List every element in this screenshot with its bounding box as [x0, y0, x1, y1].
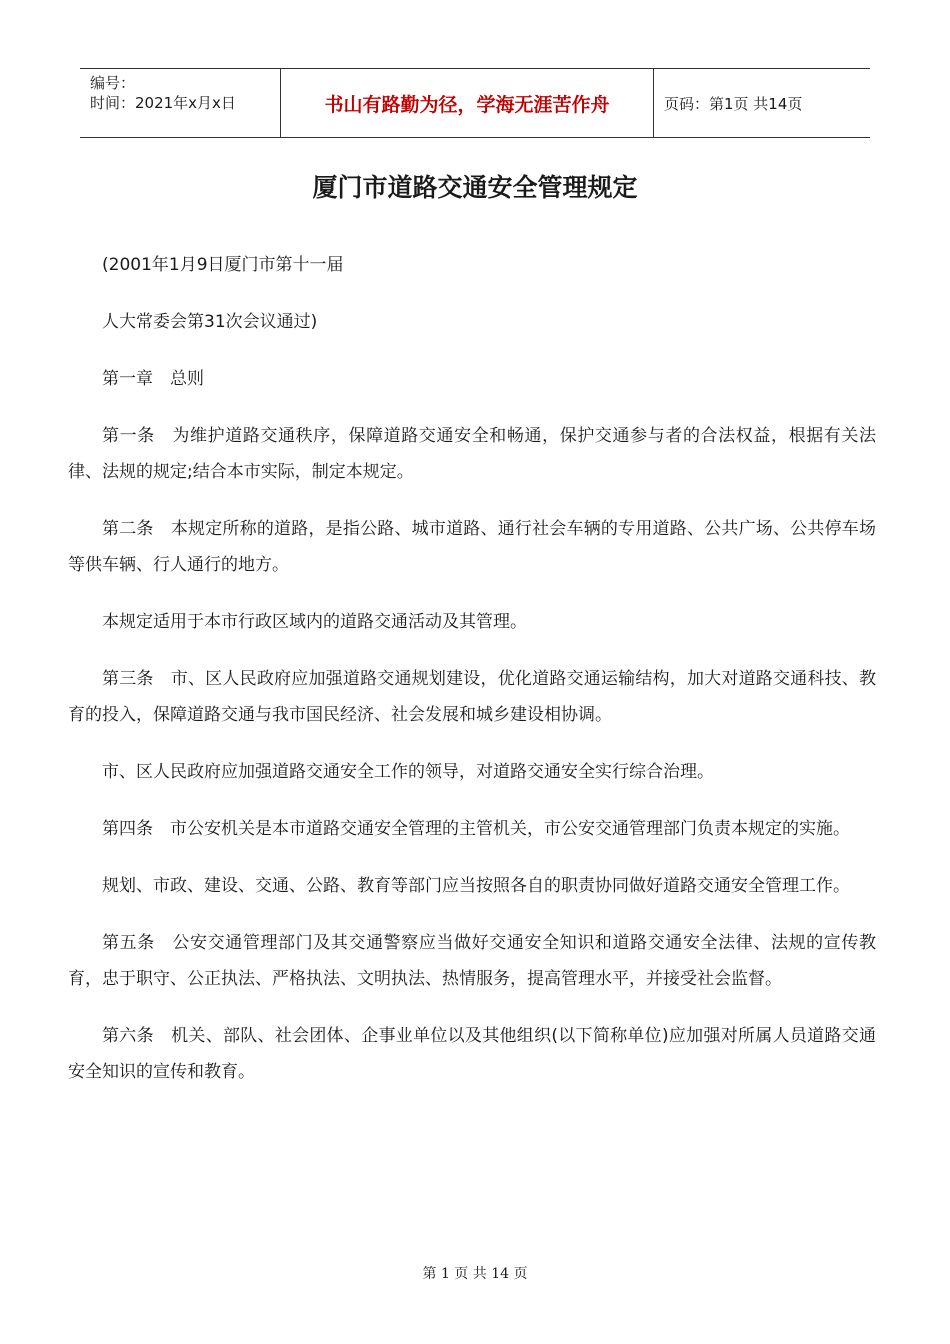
- document-title: 厦门市道路交通安全管理规定: [312, 173, 638, 202]
- motto: 书山有路勤为径，学海无涯苦作舟: [280, 69, 654, 137]
- paragraph: (2001年1月9日厦门市第十一届: [102, 255, 344, 275]
- paragraph: 第一条 为维护道路交通秩序，保障道路交通安全和畅通，保护交通参与者的合法权益，根据有关法律、法规的规定;结合本市实际，制定本规定。: [68, 426, 876, 482]
- page-footer: 第 1 页 共 14 页: [422, 1266, 528, 1282]
- paragraph: 第五条 公安交通管理部门及其交通警察应当做好交通安全知识和道路交通安全法律、法规的宣传教育，忠于职守、公正执法、严格执法、文明执法、热情服务，提高管理水平，并接受社会监督。: [68, 933, 876, 989]
- time-label: 时间：2021年x月x日: [90, 94, 236, 112]
- paragraph: 第三条 市、区人民政府应加强道路交通规划建设，优化道路交通运输结构，加大对道路交通科技、教育的投入，保障道路交通与我市国民经济、社会发展和城乡建设相协调。: [68, 669, 876, 725]
- serial-number-label: 编号：: [90, 74, 136, 92]
- page-header: [80, 68, 870, 138]
- paragraph: 第四条 市公安机关是本市道路交通安全管理的主管机关，市公安交通管理部门负责本规定的实施。: [102, 819, 850, 839]
- header-meta: [80, 69, 280, 137]
- paragraph: 市、区人民政府应加强道路交通安全工作的领导，对道路交通安全实行综合治理。: [102, 762, 714, 782]
- paragraph: 本规定适用于本市行政区域内的道路交通活动及其管理。: [102, 612, 527, 632]
- document-body: [68, 247, 876, 1111]
- chapter-heading: 第一章 总则: [102, 369, 204, 389]
- paragraph: 人大常委会第31次会议通过): [102, 312, 318, 332]
- paragraph: 第二条 本规定所称的道路，是指公路、城市道路、通行社会车辆的专用道路、公共广场、公共停车场等供车辆、行人通行的地方。: [68, 519, 876, 575]
- paragraph: 第六条 机关、部队、社会团体、企事业单位以及其他组织(以下简称单位)应加强对所属人员道路交通安全知识的宣传和教育。: [68, 1026, 876, 1082]
- paragraph: 规划、市政、建设、交通、公路、教育等部门应当按照各自的职责协同做好道路交通安全管理工作。: [102, 876, 850, 896]
- page-info: 页码：第1页 共14页: [664, 94, 803, 113]
